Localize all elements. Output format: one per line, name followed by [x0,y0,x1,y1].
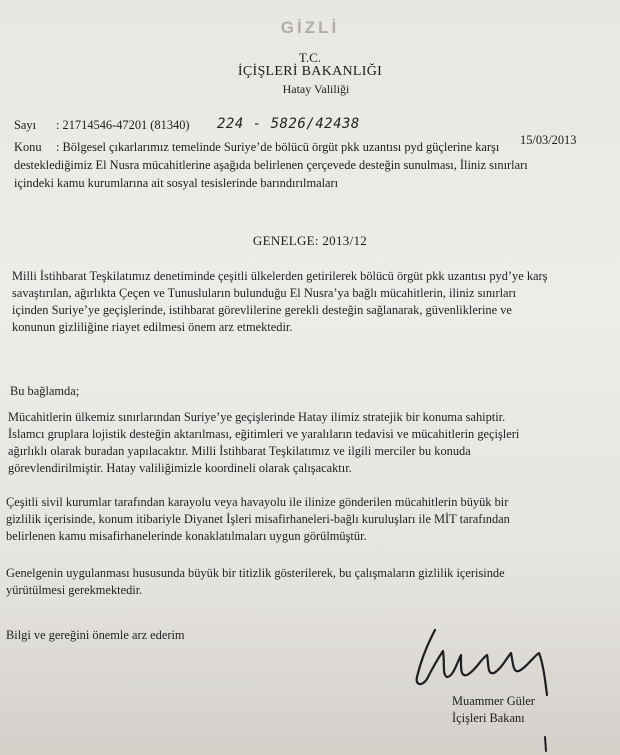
signatory-title: İçişleri Bakanı [452,711,525,725]
paragraph-line: yürütülmesi gerekmektedir. [6,583,143,597]
paragraph [12,268,612,336]
paragraph-line: gizlilik içerisinde, konum itibariyle Diyanet İşleri misafirhaneleri-bağlı kuruluşları ile MİT tarafından [6,512,510,526]
paragraph-line: Milli İstihbarat Teşkilatımız denetiminde çeşitli ülkelerden getirilerek bölücü örgüt pkk uzantısı pyd’ye karş [12,269,548,283]
paragraph [6,565,611,599]
paragraph-line: belirlenen kamu misafirhanelerinde konaklatılmaları uygun görülmüştür. [6,529,367,543]
paragraph [10,383,79,400]
closing-line [6,627,185,644]
paragraph-line: görevlendirilmiştir. Hatay valiliğimizle koordineli olarak çalışacaktır. [8,461,352,475]
republic-abbrev: T.C. [298,50,322,65]
reference-label: Sayı [14,118,37,132]
paragraph-line: Mücahitlerin ülkemiz sınırlarından Suriye’ye geçişlerinde Hatay ilimiz stratejik bir konuma sahiptir. [8,410,506,424]
subject-line: desteklediğimiz El Nusra mücahitlerine aşağıda belirlenen çerçevede desteğin sunulması, İliniz sınırları [14,158,528,172]
subject-line: içindeki kamu kurumlarına ait sosyal tesislerinde barındırılmaları [14,176,339,190]
document-date: 15/03/2013 [520,133,577,147]
paragraph [6,494,611,545]
paragraph-line: konunun gizliliğine riayet edilmesi önem arz etmektedir. [12,320,293,334]
paragraph-line: ağırlıklı olarak buradan yapılacaktır. Milli İstihbarat Teşkilatımız ve ilgili merciler bu konuda [8,444,471,458]
paragraph-line: Bilgi ve gereğini önemle arz ederim [6,628,185,642]
ministry-name: İÇİŞLERİ BAKANLIĞI [237,64,383,79]
paragraph-line: İslamcı gruplara lojistik desteğin aktarılması, eğitimleri ve yaralıların tedavisi ve mücahitlerin geçişleri [8,427,520,441]
subject-label: Konu [14,140,42,154]
handwritten-reference: 224 - 5826/42438 [217,116,360,132]
paragraph-line: Genelgenin uygulanması hususunda büyük bir titizlik gösterilerek, bu çalışmaların gizlilik içerisinde [6,566,505,580]
paragraph-line: Çeşitli sivil kurumlar tarafından karayolu veya havayolu ile ilinize gönderilen mücahitlerin büyük bir [6,495,509,509]
paragraph-line: içinden Suriye’ye geçişlerinde, istihbarat görevlilerine gerekli desteğin sağlanarak, güvenliklerine ve [12,303,512,317]
subject-line: : Bölgesel çıkarlarımız temelinde Suriye’de bölücü örgüt pkk uzantısı pyd güçlerine karşı [56,140,500,154]
paragraph-line: savaştırılan, ağırlıkta Çeçen ve Tunusluların bulunduğu El Nusra’ya bağlı mücahitlerin, iliniz sınırları [12,286,517,300]
circular-number: GENELGE: 2013/12 [252,233,368,248]
paragraph [8,409,613,477]
signatory-name: Muammer Güler [452,694,535,708]
signature-icon [395,605,595,755]
classification-stamp: GİZLİ [280,18,340,37]
paragraph-line: Bu bağlamda; [10,384,80,398]
reference-number: : 21714546-47201 (81340) [56,118,190,132]
office-name: Hatay Valiliği [282,82,350,96]
